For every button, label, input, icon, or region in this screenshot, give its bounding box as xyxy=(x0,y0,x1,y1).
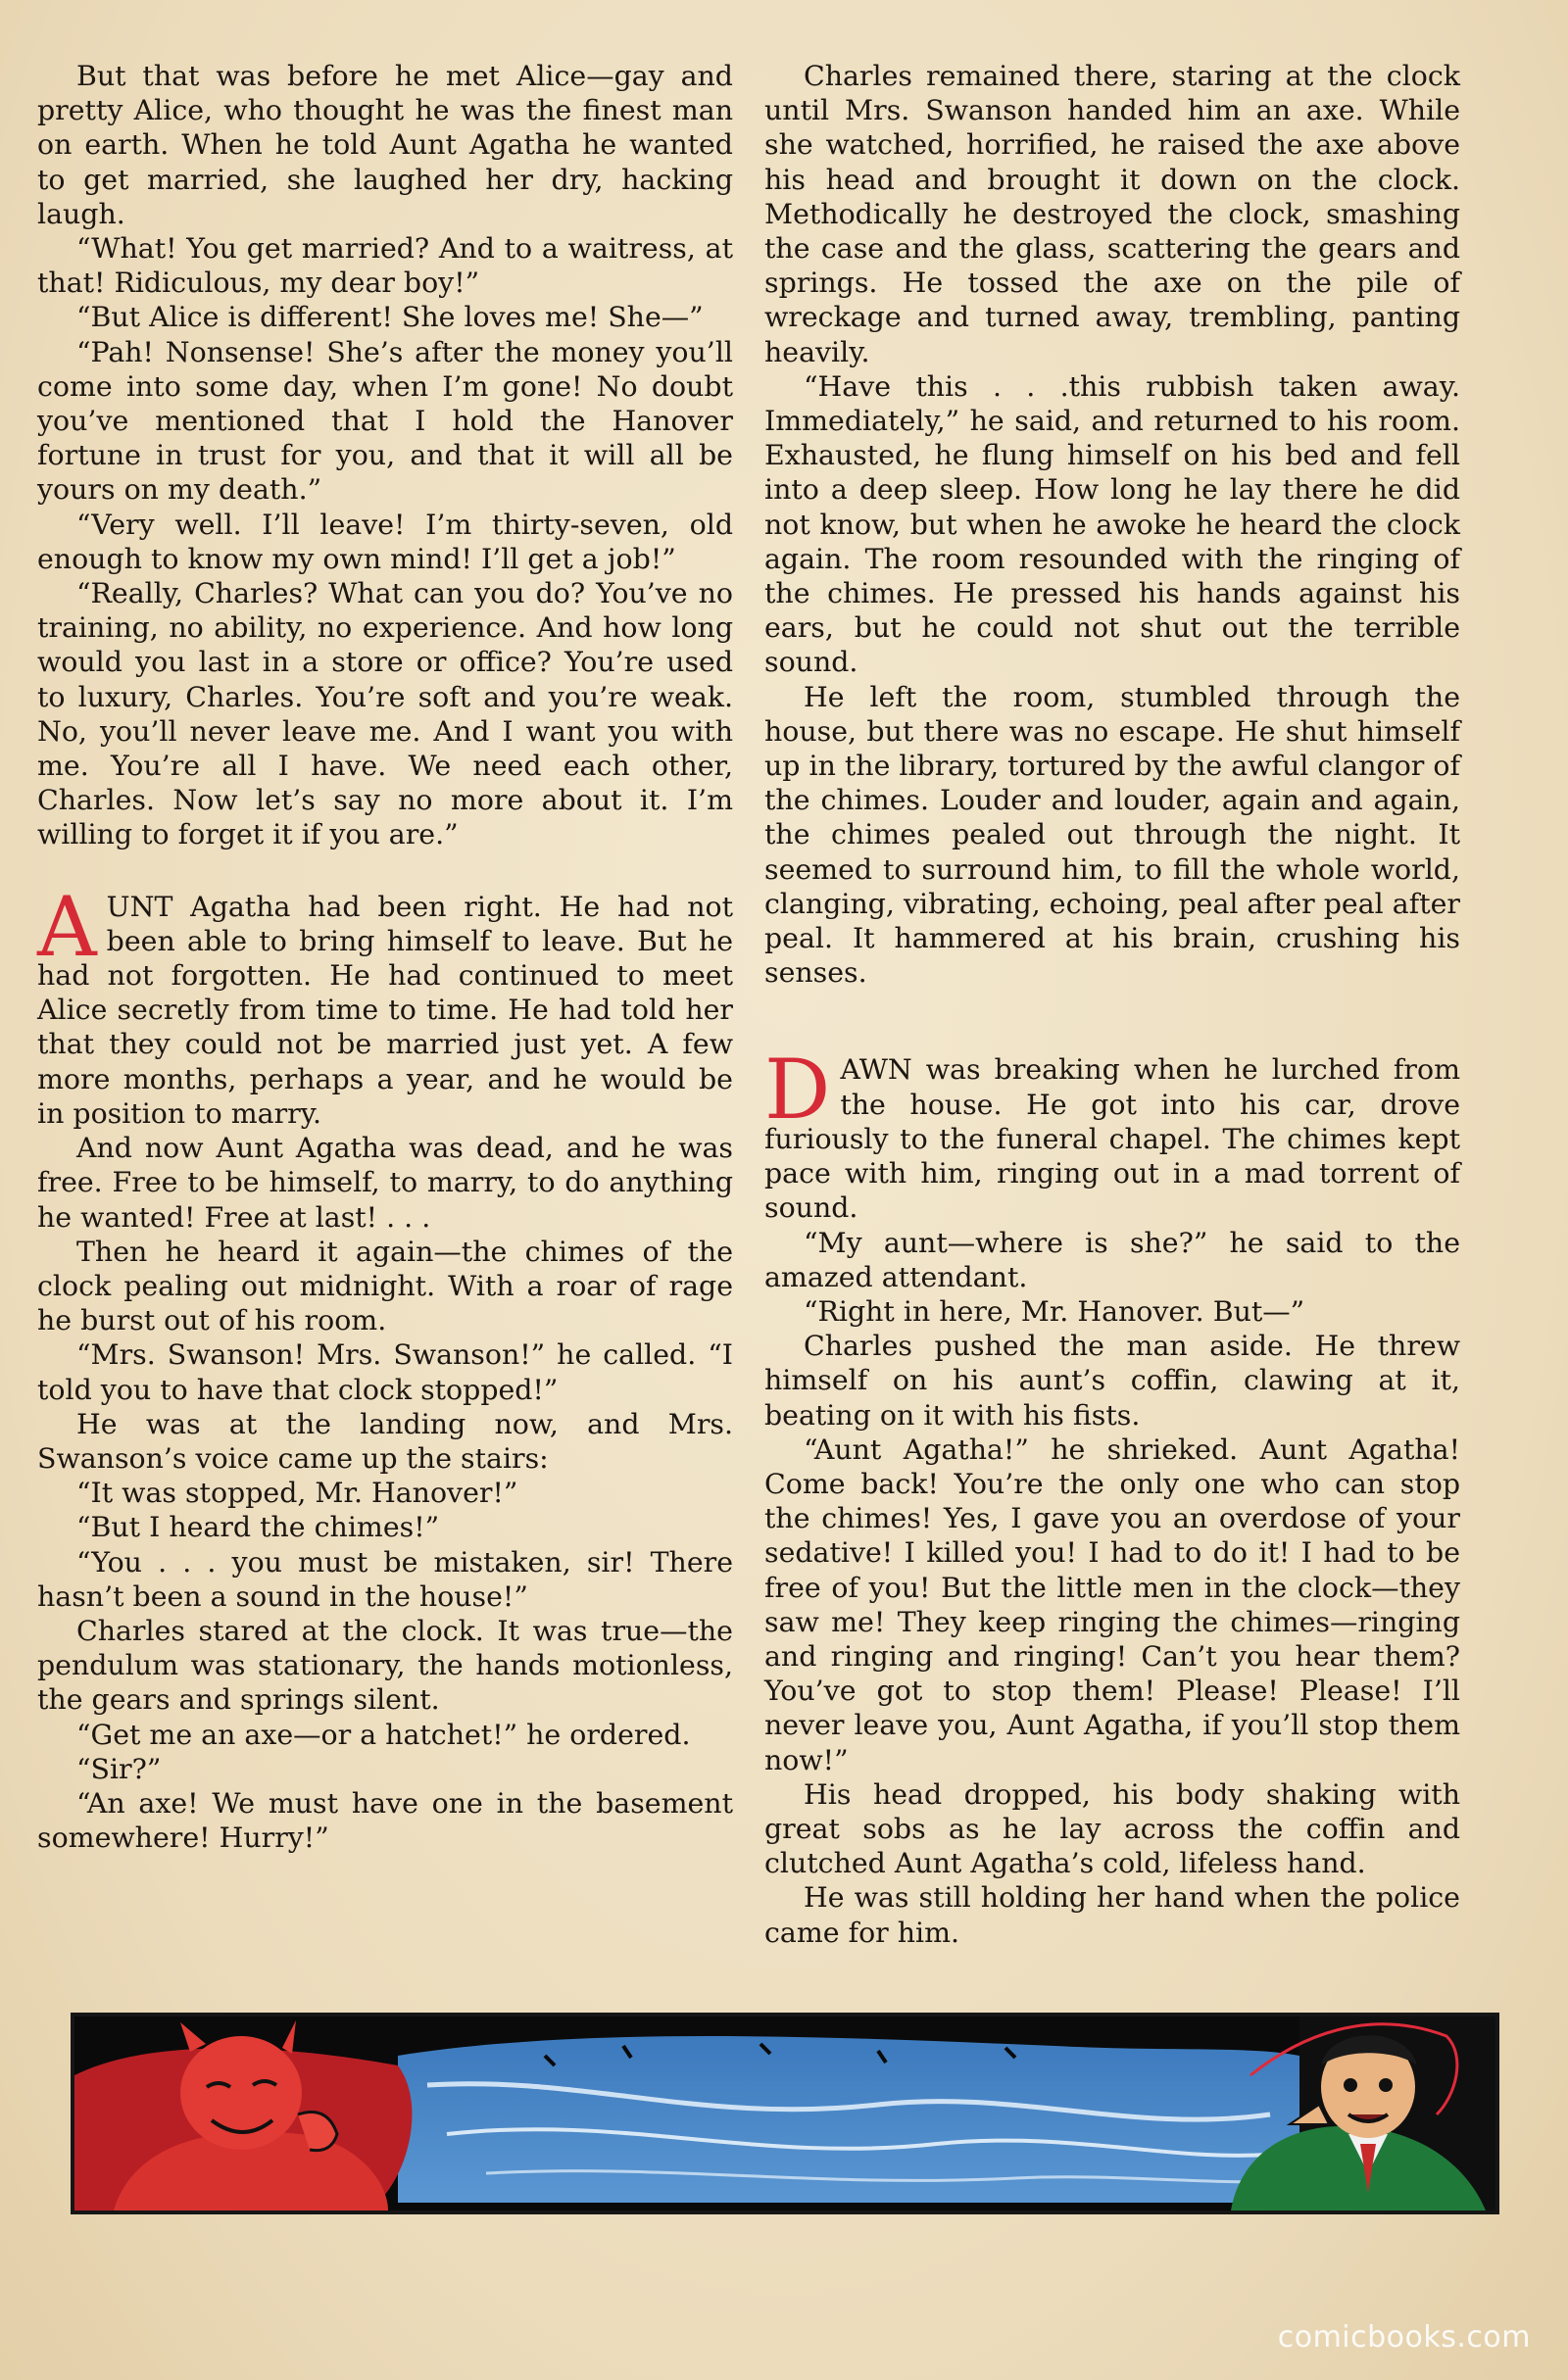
paragraph: “Very well. I’ll leave! I’m thirty-seven, old enough to know my own mind! I’ll get a job!” xyxy=(37,508,733,575)
watermark: comicbooks.com xyxy=(1277,2320,1531,2355)
paragraph: “My aunt—where is she?” he said to the amazed attendant. xyxy=(764,1226,1460,1293)
paragraph: He was still holding her hand when the police came for him. xyxy=(764,1881,1460,1949)
paragraph: “Pah! Nonsense! She’s after the money you’ll come into some day, when I’m gone! No doubt you’ve mentioned that I hold the Hanover fortune in trust for you, and that it will all be yours on my death.” xyxy=(37,335,733,507)
paragraph: “An axe! We must have one in the basement somewhere! Hurry!” xyxy=(37,1786,733,1855)
paragraph: He was at the landing now, and Mrs. Swanson’s voice came up the stairs: xyxy=(37,1407,733,1475)
drop-cap: D xyxy=(764,1042,831,1139)
left-column xyxy=(37,59,733,1855)
paragraph xyxy=(764,1042,1460,1225)
paragraph: And now Aunt Agatha was dead, and he was free. Free to be himself, to marry, to do anything he wanted! Free at last! . . . xyxy=(37,1132,733,1234)
paragraph-text: AWN was breaking when he lurched from the house. He got into his car, drove furiously to the funeral chapel. The chimes kept pace with him, ringing out in a mad torrent of sound. xyxy=(764,1053,1460,1225)
left-section-2 xyxy=(37,878,733,1856)
drop-cap: A xyxy=(37,878,97,975)
paragraph: “You . . . you must be mistaken, sir! There hasn’t been a sound in the house!” xyxy=(37,1545,733,1613)
paragraph xyxy=(37,878,733,1131)
paragraph: “Get me an axe—or a hatchet!” he ordered. xyxy=(76,1718,691,1751)
paragraph: Charles stared at the clock. It was true—the pendulum was stationary, the hands motionless, the gears and springs silent. xyxy=(37,1614,733,1717)
paragraph: Charles remained there, staring at the clock until Mrs. Swanson handed him an axe. While she watched, horrified, he raised the axe above his head and brought it down on the clock. Methodically he destroyed the clock, smashing the case and the glass, scattering the gears and springs. He tossed the axe on the pile of wreckage and turned away, trembling, panting heavily. xyxy=(764,60,1460,368)
paragraph-text: UNT Agatha had been right. He had not been able to bring himself to leave. But he had not forgotten. He had continued to meet Alice secretly from time to time. He had told her that they could not be married just yet. A few more months, perhaps a year, and he would be in position to marry. xyxy=(37,890,733,1130)
man-eye xyxy=(1344,2078,1357,2092)
paragraph: “It was stopped, Mr. Hanover!” xyxy=(76,1477,518,1510)
paragraph: “Right in here, Mr. Hanover. But—” xyxy=(804,1294,1305,1328)
right-column xyxy=(764,59,1460,1950)
paragraph: “Mrs. Swanson! Mrs. Swanson!” he called. “I told you to have that clock stopped!” xyxy=(37,1338,733,1406)
left-section-1 xyxy=(37,59,733,852)
man-eye xyxy=(1379,2078,1393,2092)
paragraph: His head dropped, his body shaking with great sobs as he lay across the coffin and clutched Aunt Agatha’s cold, lifeless hand. xyxy=(764,1777,1460,1880)
paragraph: Charles pushed the man aside. He threw himself on his aunt’s coffin, clawing at it, beating on it with his fists. xyxy=(764,1330,1460,1432)
right-section-1 xyxy=(764,59,1460,990)
paragraph: Then he heard it again—the chimes of the clock pealing out midnight. With a roar of rage he burst out of his room. xyxy=(37,1235,733,1337)
paragraph: “Really, Charles? What can you do? You’ve no training, no ability, no experience. And how long would you last in a store or office? You’re used to luxury, Charles. You’re soft and you’re weak. No, you’ll never leave me. And I want you with me. You’re all I have. We need each other, Charles. Now let’s say no more about it. I’m willing to forget it if you are.” xyxy=(37,577,733,851)
paragraph: “What! You get married? And to a waitress, at that! Ridiculous, my dear boy!” xyxy=(37,232,733,300)
comic-panel-illustration xyxy=(71,2013,1499,2214)
paragraph: “Sir?” xyxy=(76,1752,162,1785)
panel-artwork xyxy=(74,2016,1495,2210)
paragraph: But that was before he met Alice—gay and pretty Alice, who thought he was the finest man on earth. When he told Aunt Agatha he wanted to get married, she laughed her dry, hacking laugh. xyxy=(37,60,733,230)
paragraph: “Have this . . .this rubbish taken away. Immediately,” he said, and returned to his room. Exhausted, he flung himself on his bed and fell into a deep sleep. How long he lay there he did not know, but when he awoke he heard the clock again. The room resounded with the ringing of the chimes. He pressed his hands against his ears, but he could not shut out the terrible sound. xyxy=(764,369,1460,679)
paragraph: “But Alice is different! She loves me! She—” xyxy=(76,301,704,334)
right-section-2 xyxy=(764,1042,1460,1949)
paragraph: “Aunt Agatha!” he shrieked. Aunt Agatha! Come back! You’re the only one who can stop the chimes! Yes, I gave you an overdose of your sedative! I killed you! I had to do it! I had to be free of you! But the little men in the clock—they saw me! They keep ringing the chimes—ringing and ringing and ringing! Can’t you hear them? You’ve got to stop them! Please! Please! I’ll never leave you, Aunt Agatha, if you’ll stop them now!” xyxy=(764,1433,1460,1776)
paragraph: “But I heard the chimes!” xyxy=(76,1511,440,1544)
paragraph: He left the room, stumbled through the house, but there was no escape. He shut himself up in the library, tortured by the awful clangor of the chimes. Louder and louder, again and again, the chimes pealed out through the night. It seemed to surround him, to fill the whole world, clanging, vibrating, echoing, peal after peal after peal. It hammered at his brain, crushing his senses. xyxy=(764,680,1460,990)
